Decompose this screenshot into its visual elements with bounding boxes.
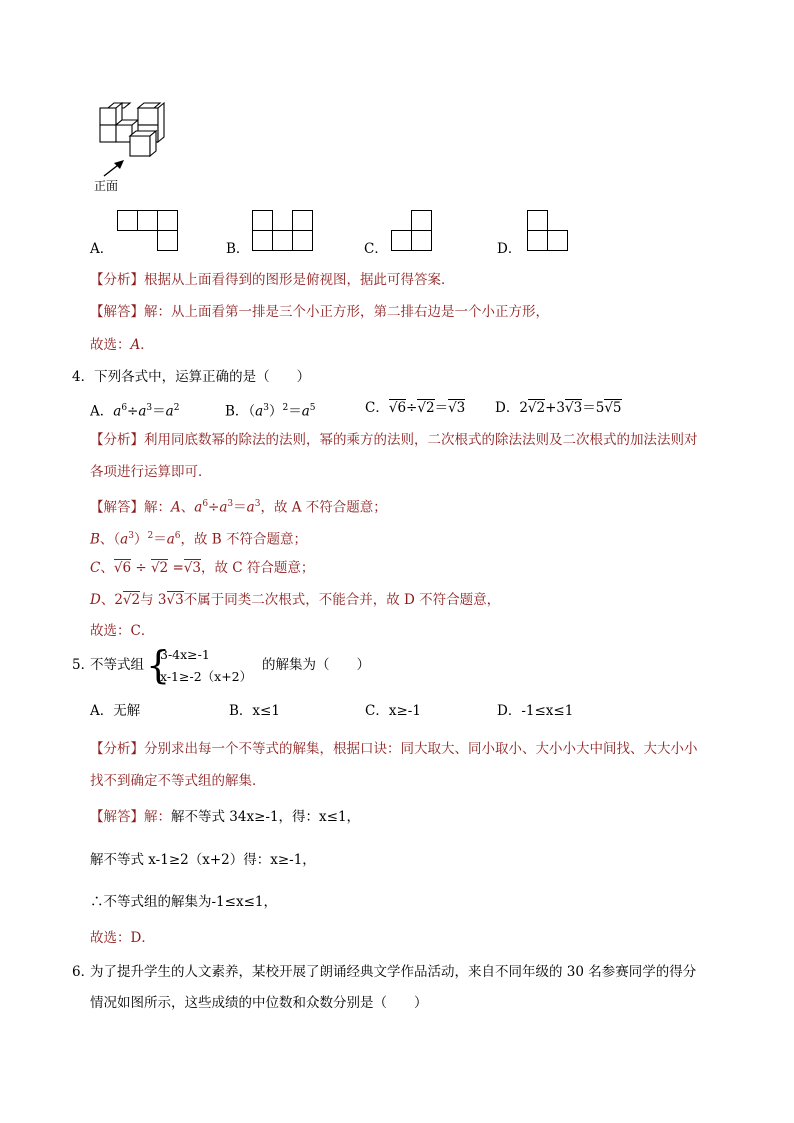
q5-answer-1: 【解答】解：解不等式 34x≥-1，得：x≤1， [90, 809, 361, 825]
q5-analysis-line1: 【分析】分别求出每一个不等式的解集，根据口诀：同大取大、同小取小、大小小大中间找、大大小小 [90, 741, 698, 757]
q4-options [90, 399, 650, 421]
q3-option-c-figure [391, 210, 433, 252]
q5-choice: 故选：D． [90, 930, 155, 946]
q5-analysis-line2: 找不到确定不等式组的解集． [90, 773, 266, 789]
q4-option-d: D．2√2+3√3＝5√5 [495, 400, 622, 416]
q5-answer-3: ∴不等式组的解集为-1≤x≤1， [90, 894, 277, 910]
q5-brace: { [146, 643, 171, 687]
q4-solution-a: 【解答】解：A、$a^6\div a^3=a^3$，故 A 不符合题意； [90, 499, 387, 516]
q5-stem-prefix: 不等式组 [90, 657, 144, 673]
q3-option-d-figure [527, 210, 569, 252]
q5-stem-suffix: 的解集为（ ） [262, 657, 370, 673]
front-view-label: 正面 [94, 179, 119, 193]
q5-inequality-1: 3-4x≥-1 [160, 647, 210, 662]
q4-option-a: A．$a^6\div a^3=a^2$ [90, 403, 180, 420]
q5-answer-2: 解不等式 x-1≥2（x+2）得：x≥-1， [90, 852, 316, 868]
q5-inequality-2: x-1≥-2（x+2） [160, 669, 253, 684]
q4-analysis-line2: 各项进行运算即可． [90, 464, 212, 480]
q5-option-b: B．x≤1 [229, 703, 280, 719]
q4-option-b: B．$(a^3)^2=a^5$ [225, 403, 316, 420]
q5-number: 5． [72, 657, 95, 673]
q5-option-d: D．-1≤x≤1 [497, 703, 574, 719]
q4-option-c: C．√6÷√2＝√3 [365, 400, 466, 416]
q4-solution-b: B、$(a^3)^2=a^6$，故 B 不符合题意； [90, 531, 308, 548]
q3-option-b-label: B． [226, 241, 250, 257]
q3-option-a-figure [117, 210, 179, 252]
q3-option-c-label: C． [364, 241, 388, 257]
q6-stem-line1: 为了提升学生的人文素养，某校开展了朗诵经典文学作品活动，来自不同年级的 30 名参赛同学的得分 [90, 964, 697, 980]
q4-solution-d: D、2√2与 3√3不属于同类二次根式，不能合并，故 D 不符合题意， [90, 592, 501, 608]
q5-option-a: A．无解 [90, 703, 141, 719]
q4-stem: 4．下列各式中，运算正确的是（ ） [72, 369, 311, 385]
q3-answer: 【解答】解：从上面看第一排是三个小正方形，第二排右边是一个小正方形， [90, 304, 549, 320]
q3-option-b-figure [252, 210, 314, 252]
q3-option-d-label: D． [497, 241, 522, 257]
q3-option-a-label: A． [90, 241, 114, 257]
q4-solution-c: C、√6 ÷ √2 =√3，故 C 符合题意； [90, 560, 315, 576]
q4-analysis-line1: 【分析】利用同底数幂的除法的法则，幂的乘方的法则，二次根式的除法法则及二次根式的加法法则对 [90, 432, 698, 448]
q3-analysis: 【分析】根据从上面看得到的图形是俯视图，据此可得答案． [90, 272, 455, 288]
q5-option-c: C．x≥-1 [365, 703, 421, 719]
q6-number: 6． [72, 964, 95, 980]
q3-choice: 故选：A． [90, 337, 154, 353]
q6-stem-line2: 情况如图所示，这些成绩的中位数和众数分别是（ ） [90, 995, 428, 1011]
q4-choice: 故选：C． [90, 623, 155, 639]
